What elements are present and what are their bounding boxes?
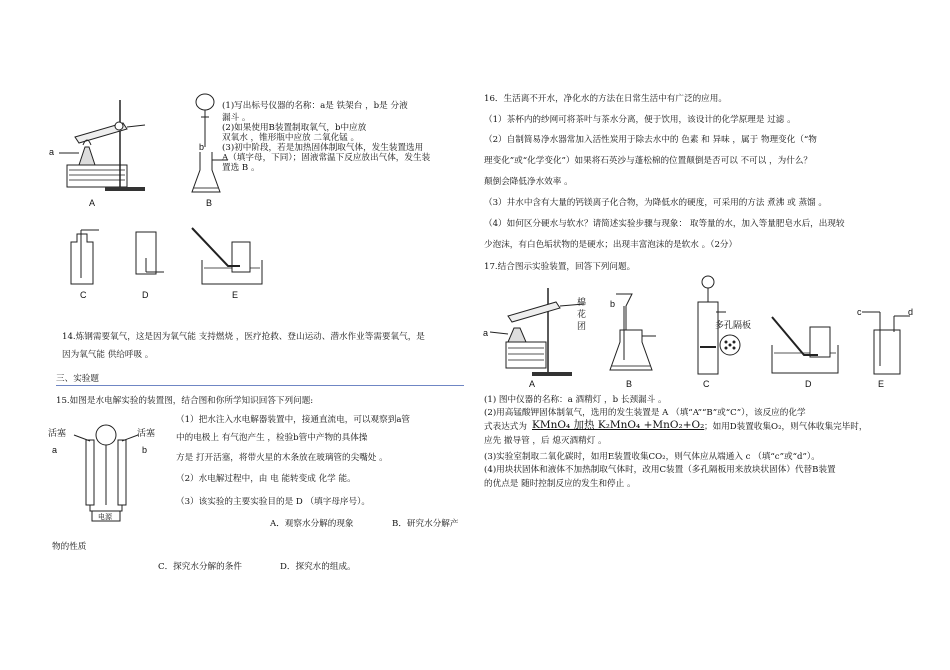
q17-apparatus-a bbox=[486, 280, 591, 380]
apparatus-a-figure bbox=[45, 95, 155, 195]
valve-left-label: 活塞 bbox=[48, 428, 67, 438]
q16-line6: （4）如何区分硬水与软水？请简述实验步骤与现象： 取等量的水，加入等量肥皂水后，出现较 bbox=[484, 219, 845, 229]
q17-marker-a: a bbox=[483, 328, 489, 338]
q13-line6: A（填字母，下同）；固液常温下反应放出气体，发生装 bbox=[222, 153, 431, 163]
apparatus-c-label: C bbox=[80, 290, 87, 300]
q16-line3: 理变化”或“化学变化”）如果将石英沙与蓬松棉的位置颠倒是否可以 不可以 ，为什么？ bbox=[484, 156, 813, 166]
q17-marker-c: c bbox=[857, 307, 862, 317]
q17-line3b: ；如用D装置收集O₂，则气体收集完毕时， bbox=[704, 422, 868, 432]
tube-a-label: a bbox=[52, 445, 58, 455]
q13-line4: 双氧水 ，锥形瓶中应放 二氧化锰 。 bbox=[222, 133, 360, 143]
q17-apparatus-b bbox=[608, 290, 658, 375]
apparatus-a-marker: a bbox=[49, 147, 55, 157]
q17-label-c: C bbox=[703, 379, 710, 389]
q17-label-e: E bbox=[878, 379, 885, 389]
q17-equation: KMnO₄ 加热 K₂MnO₄ +MnO₂+O₂ bbox=[532, 419, 705, 431]
q17-line6: (4)用块状固体和液体不加热制取气体时，改用C装置（多孔隔板用来放块状固体）代替B装置 bbox=[484, 465, 836, 475]
q13-line7: 置选 B 。 bbox=[222, 163, 260, 173]
q14-line1: 14.炼钢需要氧气，这是因为氧气能 支持燃烧 ，医疗抢救、登山运动、潜水作业等需要氧气，是 bbox=[62, 332, 425, 342]
tube-b-label: b bbox=[142, 445, 148, 455]
q17-marker-b: b bbox=[610, 299, 616, 309]
q15-option-b-cont: 物的性质 bbox=[52, 542, 87, 552]
q17-label-d: D bbox=[805, 379, 812, 389]
q17-line4: 应先 撤导管 ，后 熄灭酒精灯 。 bbox=[484, 436, 607, 446]
apparatus-e-label: E bbox=[232, 290, 239, 300]
apparatus-b-label: B bbox=[206, 198, 213, 208]
apparatus-e-figure bbox=[188, 222, 268, 287]
apparatus-a-label: A bbox=[89, 198, 96, 208]
q15-option-d: D．探究水的组成。 bbox=[280, 562, 356, 572]
power-supply-label: 电源 bbox=[98, 514, 112, 521]
apparatus-d-label: D bbox=[142, 290, 149, 300]
q16-line2: （2）自制简易净水器常加入活性炭用于除去水中的 色素 和 异味 ，属于 物理变化（“物 bbox=[484, 135, 817, 145]
valve-right-label: 活塞 bbox=[137, 428, 156, 438]
q17-line1: (1) 图中仪器的名称：a 酒精灯 ，b 长颈漏斗 。 bbox=[484, 395, 667, 405]
q16-line4: 颠倒会降低净水效率 。 bbox=[484, 177, 573, 187]
cotton-label: 棉花团 bbox=[577, 297, 587, 331]
q17-label-a: A bbox=[529, 379, 536, 389]
q15-line3: 方是 打开活塞，将带火星的木条放在玻璃管的尖嘴处 。 bbox=[176, 453, 388, 463]
q16-line5: （3）井水中含有大量的钙镁离子化合物，为降低水的硬度，可采用的方法 煮沸 或 蒸馏 。 bbox=[484, 198, 827, 208]
q15-option-b: B．研究水分解产 bbox=[392, 519, 459, 529]
q13-line5: (3)初中阶段，若是加热固体制取气体，发生装置选用 bbox=[222, 143, 424, 153]
section-divider bbox=[56, 385, 464, 386]
q16-line7: 少泡沫，有白色垢状物的是硬水；出现丰富泡沫的是软水 。（2分） bbox=[484, 240, 738, 250]
q17-label-b: B bbox=[626, 379, 633, 389]
q17-line2: (2)用高锰酸钾固体制氧气，选用的发生装置是 A （填“A”“B”或“C”），该反应的化学 bbox=[484, 408, 806, 418]
section-heading: 三、实验题 bbox=[56, 374, 99, 384]
q17-line3a: 式表达式为 bbox=[484, 422, 527, 432]
q13-line3: (2)如果使用B装置制取氧气，b中应放 bbox=[222, 123, 367, 133]
q17-title: 17.结合图示实验装置，回答下列问题。 bbox=[484, 262, 636, 272]
q17-line5: (3)实验室制取二氧化碳时，如用E装置收集CO₂，则气体应从端通入 c （填“c”或“d”）。 bbox=[484, 452, 820, 462]
q16-title: 16．生活离不开水，净化水的方法在日常生活中有广泛的应用。 bbox=[484, 94, 727, 104]
q17-line7: 的优点是 随时控制反应的发生和停止 。 bbox=[484, 479, 636, 489]
q15-title: 15.如图是水电解实验的装置图，结合图和你所学知识回答下列问题: bbox=[56, 396, 314, 406]
porous-plate-label: 多孔隔板 bbox=[715, 320, 752, 330]
q13-line2: 漏斗 。 bbox=[222, 113, 251, 123]
q15-line1: （1）把水注入水电解器装置中，接通直流电，可以观察到a管 bbox=[176, 415, 411, 425]
q17-apparatus-d bbox=[768, 315, 848, 377]
q15-line4: （2）水电解过程中，由 电 能转变成 化学 能。 bbox=[176, 474, 356, 484]
q13-line1: (1)写出标号仪器的名称：a是 铁架台 ，b是 分液 bbox=[222, 101, 408, 111]
q14-line2: 因为氧气能 供给呼吸 。 bbox=[62, 350, 154, 360]
q15-option-c: C．探究水分解的条件 bbox=[158, 562, 242, 572]
q17-marker-d: d bbox=[908, 307, 914, 317]
q16-line1: （1）茶杯内的纱网可将茶叶与茶水分离，便于饮用，该设计的化学原理是 过滤 。 bbox=[484, 115, 796, 125]
q15-line5: （3）该实验的主要实验目的是 D （填字母序号）。 bbox=[176, 497, 370, 507]
apparatus-b-marker: b bbox=[199, 142, 205, 152]
q15-line2: 中的电极上 有气泡产生 ，检验b管中产物的具体操 bbox=[176, 433, 368, 443]
apparatus-d-figure bbox=[128, 228, 168, 288]
q17-apparatus-e bbox=[860, 310, 915, 378]
apparatus-c-figure bbox=[63, 228, 103, 288]
q15-option-a: A．观察水分解的现象 bbox=[270, 519, 354, 529]
porous-plate-icon bbox=[718, 333, 742, 357]
